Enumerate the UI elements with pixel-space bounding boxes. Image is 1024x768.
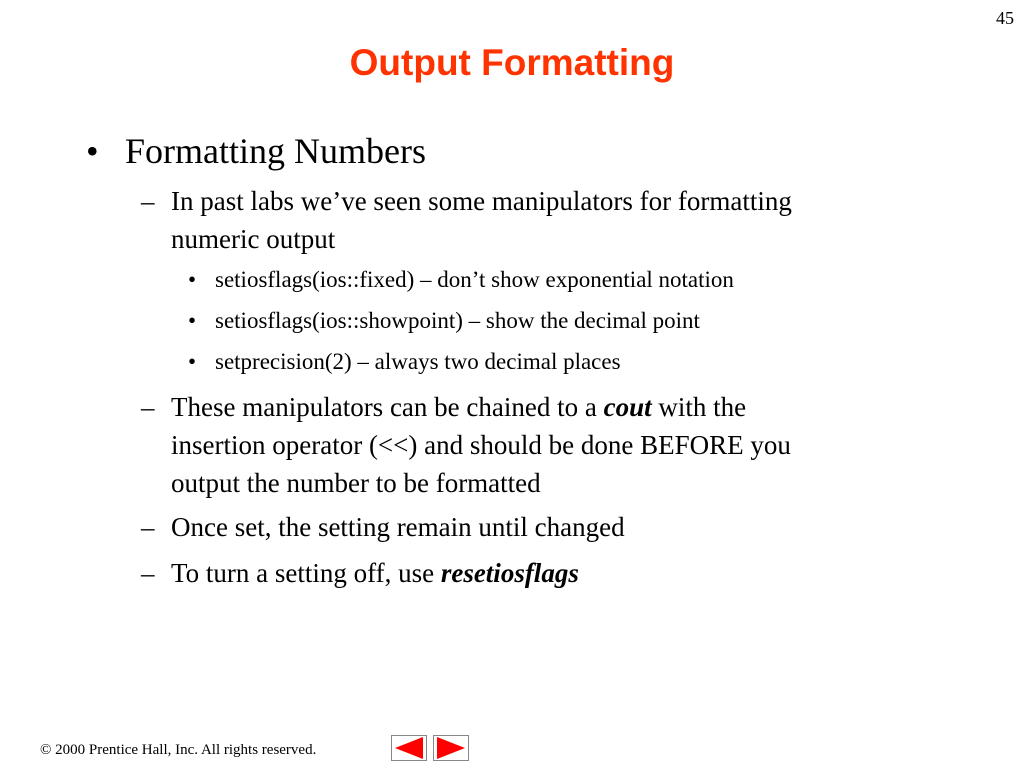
emphasis-cout: cout <box>603 392 652 422</box>
bullet-mark: • <box>188 349 197 374</box>
slide-title: Output Formatting <box>349 42 675 83</box>
bullet-mark: • <box>188 267 197 292</box>
sub-bullet-pre: To turn a setting off, use <box>171 558 441 588</box>
sub-bullet-line-1-pre: These manipulators can be chained to a <box>171 392 604 422</box>
sub-bullet-text <box>171 388 901 502</box>
bullet-mark: • <box>188 308 197 333</box>
sub-bullet-text: Once set, the setting remain until changed <box>171 512 625 542</box>
emphasis-resetiosflags: resetiosflags <box>440 558 579 588</box>
dash-mark: – <box>141 512 155 542</box>
sub-bullet-line-2: numeric output <box>171 224 336 254</box>
bullet-mark: • <box>86 131 99 171</box>
copyright-footer <box>40 742 316 759</box>
next-slide-button[interactable] <box>433 735 469 761</box>
item-text: setiosflags(ios::showpoint) – show the decimal point <box>215 308 700 333</box>
sub-bullet-line-2: insertion operator (<<) and should be done BEFORE you <box>171 430 791 460</box>
item-text: setprecision(2) – always two decimal places <box>215 349 621 374</box>
sub-bullet-line-3: output the number to be formatted <box>171 468 541 498</box>
previous-slide-button[interactable] <box>391 735 427 761</box>
sub-bullet-text <box>171 554 901 592</box>
sub-bullet-line-1: In past labs we’ve seen some manipulators for formatting <box>171 186 792 216</box>
sub-bullet-text <box>171 182 901 258</box>
bullet-text: Formatting Numbers <box>125 131 426 171</box>
sub-bullet-line-1-post: with the <box>651 392 747 422</box>
item-text: setiosflags(ios::fixed) – don’t show exponential notation <box>215 267 734 292</box>
right-arrow-icon <box>433 735 469 761</box>
dash-mark: – <box>141 558 155 588</box>
left-arrow-icon <box>391 735 427 761</box>
dash-mark: – <box>141 392 155 422</box>
dash-mark: – <box>141 186 155 216</box>
copyright-text: 2000 Prentice Hall, Inc. All rights reserved. <box>51 742 317 758</box>
copyright-symbol: © <box>40 742 52 758</box>
page-number: 45 <box>996 8 1014 28</box>
